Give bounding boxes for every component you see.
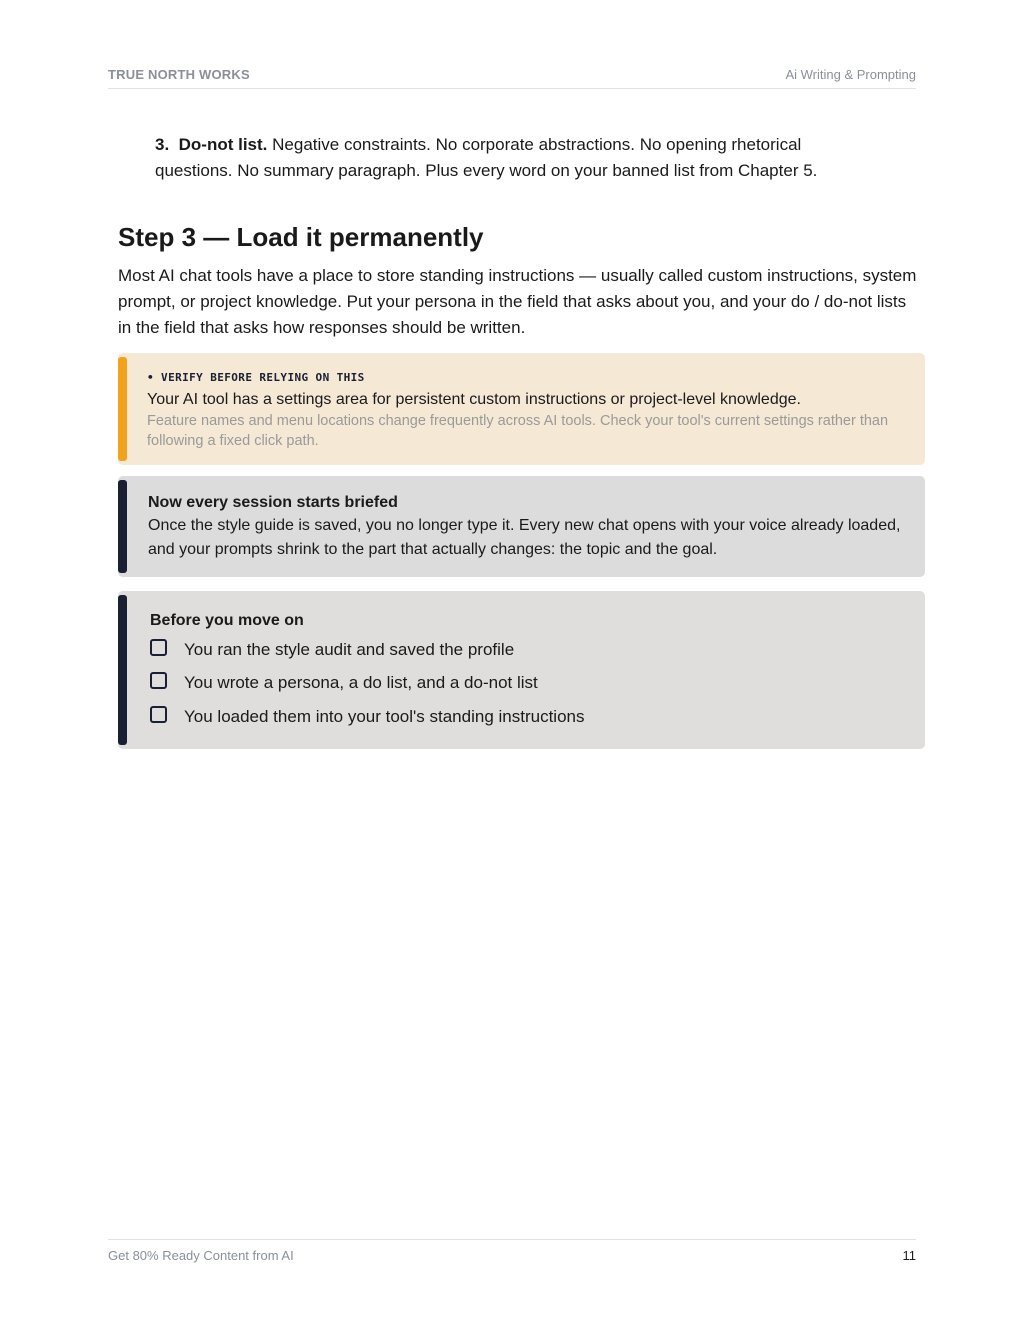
running-footer: [108, 1239, 916, 1263]
checklist-item-label: You loaded them into your tool's standing instructions: [184, 707, 585, 726]
footer-title: Get 80% Ready Content from AI: [108, 1248, 294, 1263]
checkbox-icon[interactable]: [150, 706, 167, 723]
verify-kicker: • VERIFY BEFORE RELYING ON THIS: [147, 371, 365, 384]
checklist-callout: [118, 591, 925, 749]
briefed-accent-bar: [118, 480, 127, 573]
numbered-list-item: [155, 132, 875, 184]
checklist-item-label: You wrote a persona, a do list, and a do-not list: [184, 673, 538, 692]
step-paragraph: Most AI chat tools have a place to store standing instructions — usually called custom instructions, system prompt, or project knowledge. Put your persona in the field that asks about you, and your do / do-not lists in the field that asks how responses should be written.: [118, 266, 917, 337]
briefed-text: Once the style guide is saved, you no longer type it. Every new chat opens with your voice already loaded, and your prompts shrink to the part that actually changes: the topic and the goal.: [148, 517, 901, 558]
page-number: 11: [902, 1248, 916, 1263]
list-item-text: Negative constraints. No corporate abstractions. No opening rhetorical questions. No summary paragraph. Plus every word on your banned list from Chapter 5.: [155, 135, 818, 180]
list-item-number: 3.: [155, 135, 170, 154]
step-heading: Step 3 — Load it permanently: [118, 222, 484, 252]
checklist-item-label: You ran the style audit and saved the profile: [184, 640, 515, 659]
header-brand: TRUE NORTH WORKS: [108, 67, 250, 82]
checklist-title: Before you move on: [150, 612, 304, 629]
checkbox-icon[interactable]: [150, 639, 167, 656]
checklist-accent-bar: [118, 595, 127, 745]
briefed-title: Now every session starts briefed: [148, 494, 398, 511]
verify-claim: Your AI tool has a settings area for persistent custom instructions or project-level knowledge.: [147, 391, 801, 408]
briefed-callout: [118, 476, 925, 577]
checkbox-icon[interactable]: [150, 672, 167, 689]
verify-callout: [118, 353, 925, 465]
verify-accent-bar: [118, 357, 127, 461]
verify-note: Feature names and menu locations change frequently across AI tools. Check your tool's current settings rather than following a fixed click path.: [147, 413, 889, 449]
header-section-title: Ai Writing & Prompting: [785, 67, 916, 82]
list-item-term: Do-not list.: [178, 135, 268, 154]
running-header: [108, 66, 916, 89]
